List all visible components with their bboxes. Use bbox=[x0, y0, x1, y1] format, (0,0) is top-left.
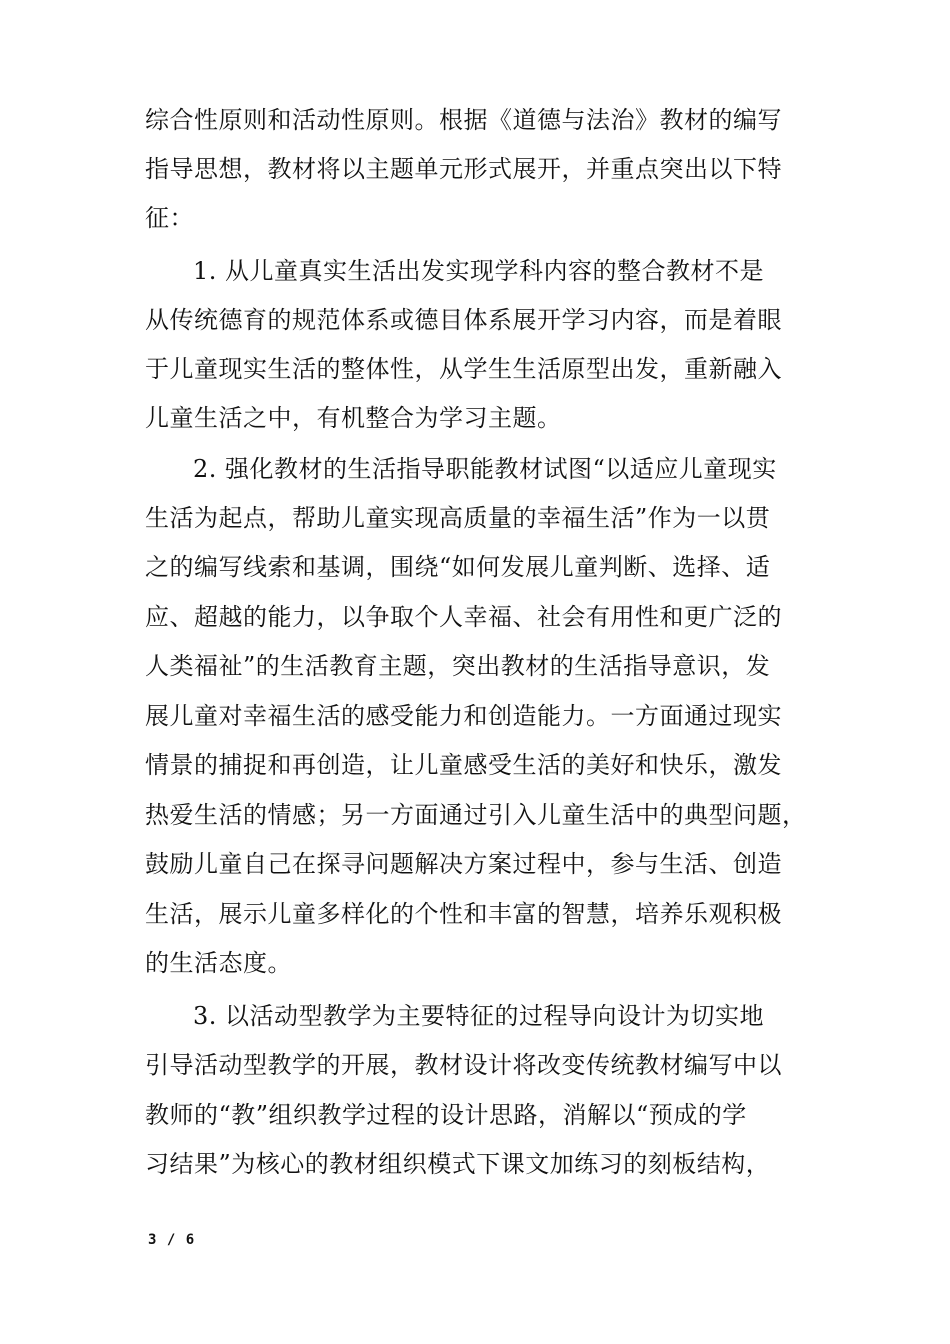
text-line: 指导思想，教材将以主题单元形式展开，并重点突出以下特 bbox=[145, 155, 782, 183]
text-line: 生活，展示儿童多样化的个性和丰富的智慧，培养乐观积极 bbox=[145, 900, 782, 928]
text-line: 综合性原则和活动性原则。根据《道德与法治》教材的编写 bbox=[145, 106, 782, 134]
text-line: 情景的捕捉和再创造，让儿童感受生活的美好和快乐，激发 bbox=[145, 751, 782, 779]
text-line: 的生活态度。 bbox=[145, 949, 292, 977]
text-line: 从传统德育的规范体系或德目体系展开学习内容，而是着眼 bbox=[145, 306, 782, 334]
text-line: 习结果”为核心的教材组织模式下课文加练习的刻板结构， bbox=[145, 1150, 771, 1178]
text-line: 之的编写线索和基调，围绕“如何发展儿童判断、选择、适 bbox=[145, 553, 771, 581]
list-item-1-line: 1. 从儿童真实生活出发实现学科内容的整合教材不是 bbox=[193, 257, 765, 285]
list-item-3-line: 3. 以活动型教学为主要特征的过程导向设计为切实地 bbox=[193, 1002, 765, 1030]
text-line: 征： bbox=[145, 204, 194, 232]
text-line: 鼓励儿童自己在探寻问题解决方案过程中，参与生活、创造 bbox=[145, 850, 782, 878]
text-line: 于儿童现实生活的整体性，从学生生活原型出发，重新融入 bbox=[145, 355, 782, 383]
page-number: 3 / 6 bbox=[148, 1232, 196, 1248]
text-line: 人类福祉”的生活教育主题，突出教材的生活指导意识，发 bbox=[145, 652, 771, 680]
text-line: 儿童生活之中，有机整合为学习主题。 bbox=[145, 404, 562, 432]
text-line: 应、超越的能力，以争取个人幸福、社会有用性和更广泛的 bbox=[145, 603, 782, 631]
text-line: 生活为起点，帮助儿童实现高质量的幸福生活”作为一以贯 bbox=[145, 504, 771, 532]
list-item-2-line: 2. 强化教材的生活指导职能教材试图“以适应儿童现实 bbox=[193, 455, 777, 483]
text-line: 引导活动型教学的开展，教材设计将改变传统教材编写中以 bbox=[145, 1051, 782, 1079]
text-line: 热爱生活的情感；另一方面通过引入儿童生活中的典型问题， bbox=[145, 801, 807, 829]
text-line: 教师的“教”组织教学过程的设计思路，消解以“预成的学 bbox=[145, 1101, 747, 1129]
text-line: 展儿童对幸福生活的感受能力和创造能力。一方面通过现实 bbox=[145, 702, 782, 730]
